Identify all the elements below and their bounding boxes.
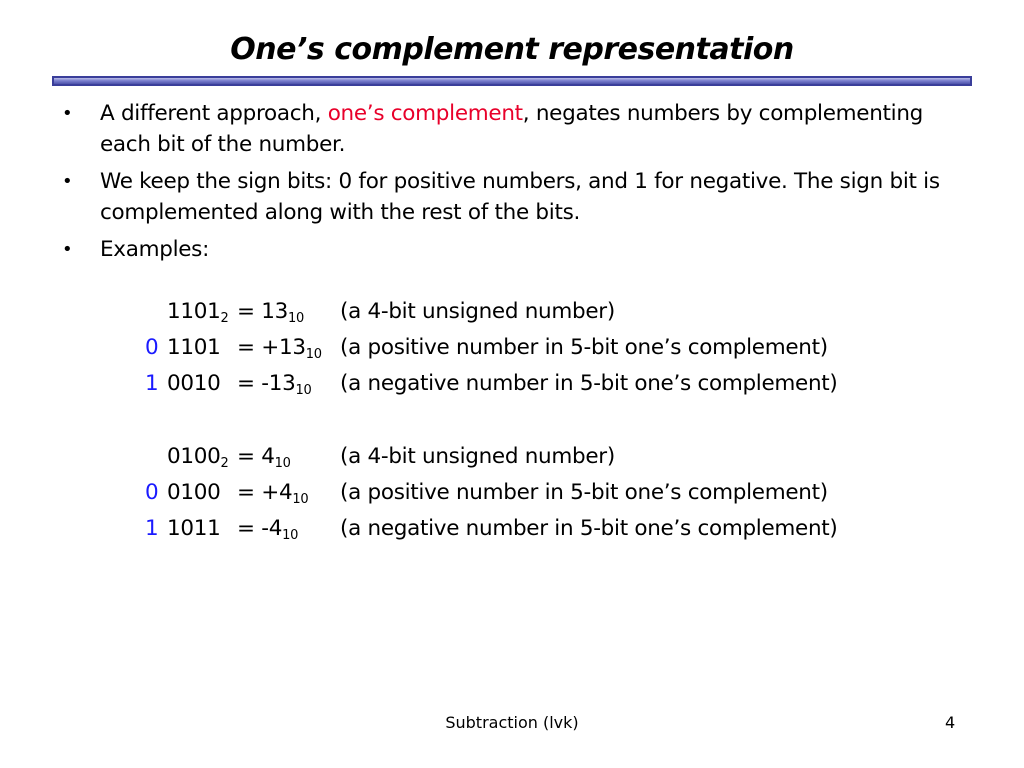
- page-number: 4: [945, 713, 956, 732]
- decimal-value: = $13_{10}$: [237, 299, 304, 326]
- bullet-item: [58, 98, 958, 160]
- example-description: (a 4-bit unsigned number): [340, 444, 615, 469]
- decimal-value: = $-4_{10}$: [237, 516, 299, 543]
- bullet-item: [58, 166, 958, 228]
- bullet-text: Examples:: [100, 237, 210, 262]
- slide-title: One’s complement representation: [230, 32, 794, 67]
- bullet-icon: •: [62, 171, 73, 192]
- sign-bit: 1: [145, 516, 159, 541]
- example-description: (a negative number in 5-bit one’s complement): [340, 371, 838, 396]
- sign-bit: 1: [145, 371, 159, 396]
- example-row: [0, 441, 1024, 473]
- bit-pattern: 0100: [167, 480, 221, 505]
- example-row: [0, 368, 1024, 400]
- bit-pattern: 1011: [167, 516, 221, 541]
- decimal-value: = $4_{10}$: [237, 444, 291, 471]
- decimal-value: = $+13_{10}$: [237, 335, 322, 362]
- decimal-value: = $-13_{10}$: [237, 371, 312, 398]
- sign-bit: 0: [145, 335, 159, 360]
- ones-complement-highlight: one’s complement: [327, 101, 523, 126]
- bullet-list: [58, 98, 958, 271]
- bullet-icon: •: [62, 239, 73, 260]
- example-description: (a positive number in 5-bit one’s complement): [340, 480, 828, 505]
- example-row: [0, 296, 1024, 328]
- sign-bit: 0: [145, 480, 159, 505]
- bit-pattern: 0010: [167, 371, 221, 396]
- bit-pattern: $0100_2$: [167, 444, 229, 471]
- example-description: (a 4-bit unsigned number): [340, 299, 615, 324]
- example-row: [0, 513, 1024, 545]
- example-row: [0, 332, 1024, 364]
- example-row: [0, 477, 1024, 509]
- bit-pattern: 1101: [167, 335, 221, 360]
- title-divider: [52, 76, 972, 86]
- example-description: (a negative number in 5-bit one’s complement): [340, 516, 838, 541]
- footer-title: Subtraction (lvk): [445, 713, 579, 732]
- bullet-item: [58, 234, 958, 265]
- bullet-text-suffix: , negates numbers by complementing each bit of the number.: [100, 101, 924, 157]
- bullet-icon: •: [62, 103, 73, 124]
- bit-pattern: $1101_2$: [167, 299, 229, 326]
- bullet-text: We keep the sign bits: 0 for positive numbers, and 1 for negative. The sign bit is complemented along with the rest of the bits.: [100, 169, 940, 225]
- decimal-value: = $+4_{10}$: [237, 480, 309, 507]
- example-description: (a positive number in 5-bit one’s complement): [340, 335, 828, 360]
- bullet-text-prefix: A different approach,: [100, 101, 328, 126]
